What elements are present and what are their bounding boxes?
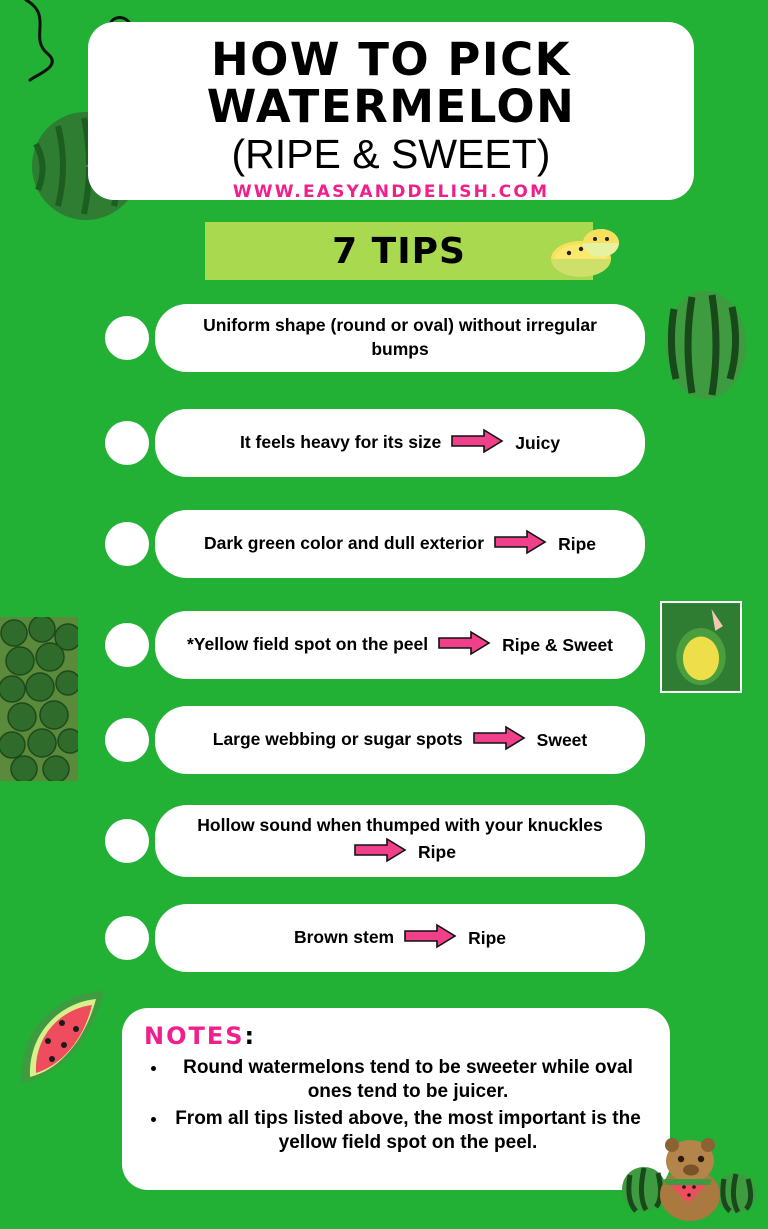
tip-row	[105, 510, 645, 578]
tip-bullet	[105, 316, 149, 360]
tip-bullet	[105, 522, 149, 566]
tip-text: Dark green color and dull exterior	[203, 533, 485, 554]
tip-result: Ripe	[418, 842, 456, 863]
notes-title-colon: :	[244, 1022, 255, 1050]
notes-card	[122, 1008, 670, 1190]
arrow-right-icon	[450, 428, 506, 459]
header-card	[88, 22, 694, 200]
tip-text: It feels heavy for its size	[239, 432, 442, 453]
tips-banner	[205, 222, 593, 280]
tip-card[interactable]	[155, 304, 645, 372]
tip-row	[105, 706, 645, 774]
tip-text: Brown stem	[293, 927, 395, 948]
tip-text: *Yellow field spot on the peel	[186, 634, 429, 655]
arrow-right-icon	[493, 529, 549, 560]
page-title-line2: WATERMELON	[206, 80, 576, 134]
arrow-right-icon	[437, 630, 493, 661]
tip-card[interactable]	[155, 805, 645, 877]
tip-row	[105, 304, 645, 372]
tip-result: Ripe	[558, 533, 596, 554]
tip-card[interactable]	[155, 510, 645, 578]
tip-card[interactable]	[155, 706, 645, 774]
arrow-right-icon	[472, 725, 528, 756]
watermelon-pile-photo	[0, 617, 78, 781]
notes-title	[144, 1022, 648, 1050]
capybara-icon	[618, 1115, 758, 1225]
notes-title-text: NOTES	[144, 1022, 245, 1050]
tip-row	[105, 904, 645, 972]
tip-row	[105, 611, 645, 679]
tip-bullet	[105, 718, 149, 762]
squiggle-doodle	[18, 0, 98, 84]
notes-list	[144, 1056, 648, 1155]
tips-count-label: 7 TIPS	[332, 230, 466, 272]
tip-card[interactable]	[155, 611, 645, 679]
tip-text: Hollow sound when thumped with your knuckles	[197, 814, 603, 835]
watermelon-slice-icon	[8, 985, 120, 1093]
arrow-right-icon	[403, 923, 459, 954]
tip-row	[105, 409, 645, 477]
site-url[interactable]: WWW.EASYANDDELISH.COM	[232, 181, 550, 202]
tip-result: Juicy	[515, 432, 561, 453]
list-item: • From all tips listed above, the most important is the yellow field spot on the peel.	[168, 1107, 648, 1156]
tip-bullet	[105, 819, 149, 863]
tip-card[interactable]	[155, 904, 645, 972]
page-title-line3: (RIPE & SWEET)	[231, 130, 551, 177]
tip-bullet	[105, 916, 149, 960]
tip-card[interactable]	[155, 409, 645, 477]
arrow-right-icon	[353, 837, 409, 868]
tip-result: Ripe & Sweet	[502, 634, 614, 655]
tip-bullet	[105, 421, 149, 465]
tip-bullet	[105, 623, 149, 667]
list-item: • Round watermelons tend to be sweeter while oval ones tend to be juicer.	[168, 1056, 648, 1105]
watermelon-whole-icon	[652, 289, 760, 401]
tip-text: Uniform shape (round or oval) without irregular bumps	[203, 315, 597, 359]
tip-result: Ripe	[468, 927, 507, 948]
field-spot-photo	[660, 601, 742, 693]
yellow-watermelon-icon	[547, 219, 623, 281]
tip-result: Sweet	[536, 729, 588, 750]
tip-row	[105, 805, 645, 877]
page-title-line1: HOW TO PICK	[211, 33, 571, 86]
tip-text: Large webbing or sugar spots	[212, 729, 463, 750]
